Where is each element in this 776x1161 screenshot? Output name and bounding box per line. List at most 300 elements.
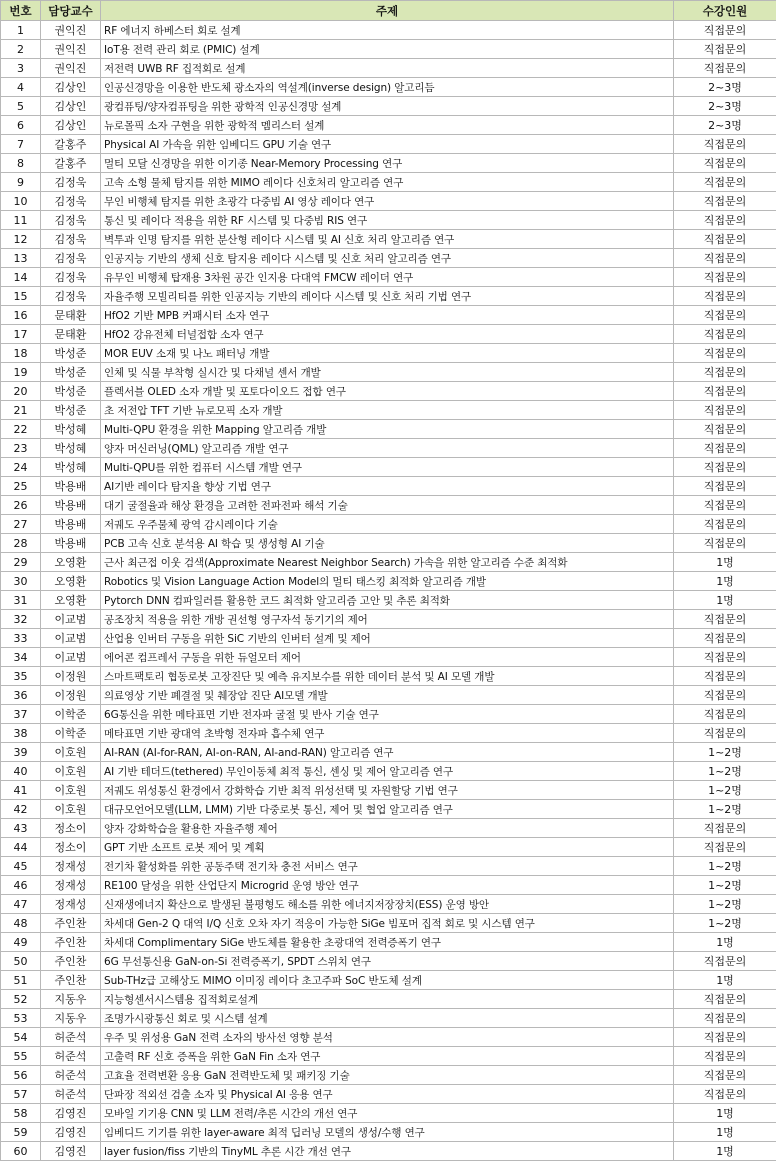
row-topic: 모바일 기기용 CNN 및 LLM 전력/추론 시간의 개선 연구	[101, 1104, 674, 1123]
table-row	[1, 534, 776, 553]
table-row	[1, 1142, 776, 1161]
row-topic: Multi-QPU를 위한 컴퓨터 시스템 개발 연구	[101, 458, 674, 477]
row-capacity: 1명	[674, 1142, 776, 1161]
row-number: 22	[1, 420, 41, 439]
row-number: 24	[1, 458, 41, 477]
row-professor: 오영환	[41, 572, 101, 591]
row-capacity: 1~2명	[674, 743, 776, 762]
row-capacity: 직접문의	[674, 1047, 776, 1066]
row-professor: 박성혜	[41, 420, 101, 439]
row-number: 26	[1, 496, 41, 515]
row-professor: 허준석	[41, 1085, 101, 1104]
row-capacity: 직접문의	[674, 952, 776, 971]
row-professor: 박용배	[41, 515, 101, 534]
table-row	[1, 116, 776, 135]
row-number: 5	[1, 97, 41, 116]
row-number: 30	[1, 572, 41, 591]
row-professor: 박성준	[41, 344, 101, 363]
row-topic: HfO2 강유전체 터널접합 소자 연구	[101, 325, 674, 344]
row-number: 8	[1, 154, 41, 173]
row-number: 55	[1, 1047, 41, 1066]
row-topic: Multi-QPU 환경을 위한 Mapping 알고리즘 개발	[101, 420, 674, 439]
table-row	[1, 135, 776, 154]
row-capacity: 직접문의	[674, 154, 776, 173]
row-number: 2	[1, 40, 41, 59]
table-row	[1, 667, 776, 686]
row-professor: 정재성	[41, 857, 101, 876]
row-number: 27	[1, 515, 41, 534]
row-professor: 이정원	[41, 667, 101, 686]
table-row	[1, 1104, 776, 1123]
row-professor: 정소이	[41, 819, 101, 838]
row-professor: 주인찬	[41, 952, 101, 971]
table-row	[1, 591, 776, 610]
row-professor: 김정욱	[41, 230, 101, 249]
table-row	[1, 686, 776, 705]
row-capacity: 1명	[674, 1104, 776, 1123]
row-professor: 김상인	[41, 116, 101, 135]
row-topic: 플렉서블 OLED 소자 개발 및 포토다이오드 접합 연구	[101, 382, 674, 401]
table-row	[1, 762, 776, 781]
table-row	[1, 515, 776, 534]
row-capacity: 직접문의	[674, 59, 776, 78]
table-row	[1, 401, 776, 420]
header-capacity: 수강인원	[674, 1, 776, 21]
row-topic: 근사 최근접 이웃 검색(Approximate Nearest Neighbor Search) 가속을 위한 알고리즘 수준 최적화	[101, 553, 674, 572]
row-professor: 박성혜	[41, 439, 101, 458]
row-professor: 박성준	[41, 363, 101, 382]
row-capacity: 직접문의	[674, 496, 776, 515]
table-row	[1, 496, 776, 515]
row-number: 50	[1, 952, 41, 971]
table-row	[1, 78, 776, 97]
row-topic: Sub-THz급 고해상도 MIMO 이미징 레이다 초고주파 SoC 반도체 설계	[101, 971, 674, 990]
row-topic: 저궤도 위성통신 환경에서 강화학습 기반 최적 위성선택 및 자원할당 기법 연구	[101, 781, 674, 800]
row-capacity: 직접문의	[674, 1085, 776, 1104]
row-capacity: 직접문의	[674, 40, 776, 59]
row-topic: 초 저전압 TFT 기반 뉴로모픽 소자 개발	[101, 401, 674, 420]
row-number: 11	[1, 211, 41, 230]
table-row	[1, 1123, 776, 1142]
row-number: 51	[1, 971, 41, 990]
row-number: 21	[1, 401, 41, 420]
table-row	[1, 154, 776, 173]
row-number: 40	[1, 762, 41, 781]
row-professor: 권익진	[41, 40, 101, 59]
row-capacity: 직접문의	[674, 268, 776, 287]
row-number: 33	[1, 629, 41, 648]
table-row	[1, 857, 776, 876]
row-topic: Robotics 및 Vision Language Action Model의 멀티 태스킹 최적화 알고리즘 개발	[101, 572, 674, 591]
row-number: 43	[1, 819, 41, 838]
row-number: 46	[1, 876, 41, 895]
row-capacity: 직접문의	[674, 819, 776, 838]
row-number: 48	[1, 914, 41, 933]
table-row	[1, 21, 776, 40]
row-capacity: 직접문의	[674, 686, 776, 705]
row-professor: 권익진	[41, 21, 101, 40]
row-number: 34	[1, 648, 41, 667]
table-row	[1, 705, 776, 724]
table-row	[1, 458, 776, 477]
row-professor: 이호원	[41, 743, 101, 762]
row-topic: 인공지능 기반의 생체 신호 탐지용 레이다 시스템 및 신호 처리 알고리즘 연구	[101, 249, 674, 268]
row-capacity: 직접문의	[674, 629, 776, 648]
row-professor: 이호원	[41, 800, 101, 819]
row-topic: HfO2 기반 MPB 커패시터 소자 연구	[101, 306, 674, 325]
row-professor: 김영진	[41, 1104, 101, 1123]
row-capacity: 직접문의	[674, 458, 776, 477]
row-number: 13	[1, 249, 41, 268]
table-body	[1, 21, 776, 1161]
row-number: 4	[1, 78, 41, 97]
row-professor: 허준석	[41, 1066, 101, 1085]
row-number: 53	[1, 1009, 41, 1028]
table-row	[1, 1085, 776, 1104]
row-professor: 주인찬	[41, 971, 101, 990]
table-row	[1, 1009, 776, 1028]
row-capacity: 직접문의	[674, 344, 776, 363]
row-capacity: 1명	[674, 572, 776, 591]
row-topic: 멀티 모달 신경망을 위한 이기종 Near-Memory Processing 연구	[101, 154, 674, 173]
table-row	[1, 876, 776, 895]
row-topic: Physical AI 가속을 위한 임베디드 GPU 기술 연구	[101, 135, 674, 154]
table-row	[1, 344, 776, 363]
table-row	[1, 971, 776, 990]
row-topic: 고속 소형 물체 탐지를 위한 MIMO 레이다 신호처리 알고리즘 연구	[101, 173, 674, 192]
row-number: 36	[1, 686, 41, 705]
row-topic: 인공신경망을 이용한 반도체 광소자의 역설계(inverse design) 알고리듬	[101, 78, 674, 97]
table-row	[1, 743, 776, 762]
row-professor: 주인찬	[41, 933, 101, 952]
table-row	[1, 952, 776, 971]
row-professor: 박용배	[41, 496, 101, 515]
row-topic: 우주 및 위성용 GaN 전력 소자의 방사선 영향 분석	[101, 1028, 674, 1047]
row-number: 38	[1, 724, 41, 743]
row-professor: 김정욱	[41, 192, 101, 211]
row-topic: 대규모언어모델(LLM, LMM) 기반 다중로봇 통신, 제어 및 협업 알고리즘 연구	[101, 800, 674, 819]
row-topic: 임베디드 기기를 위한 layer-aware 최적 딥러닝 모델의 생성/수행 연구	[101, 1123, 674, 1142]
row-professor: 문태환	[41, 325, 101, 344]
row-professor: 갈홍주	[41, 154, 101, 173]
row-professor: 권익진	[41, 59, 101, 78]
row-topic: 전기차 활성화를 위한 공동주택 전기차 충전 서비스 연구	[101, 857, 674, 876]
row-professor: 박성준	[41, 401, 101, 420]
header-topic: 주제	[101, 1, 674, 21]
row-topic: 의료영상 기반 폐결절 및 췌장암 진단 AI모델 개발	[101, 686, 674, 705]
row-topic: 신재생에너지 확산으로 발생된 불평형도 해소를 위한 에너지저장장치(ESS) 운영 방안	[101, 895, 674, 914]
row-number: 56	[1, 1066, 41, 1085]
row-professor: 정재성	[41, 895, 101, 914]
row-professor: 이정원	[41, 686, 101, 705]
row-number: 9	[1, 173, 41, 192]
row-topic: AI-RAN (AI-for-RAN, AI-on-RAN, AI-and-RAN) 알고리즘 연구	[101, 743, 674, 762]
table-row	[1, 724, 776, 743]
row-topic: Pytorch DNN 컴파일러를 활용한 코드 최적화 알고리즘 고안 및 추론 최적화	[101, 591, 674, 610]
row-number: 39	[1, 743, 41, 762]
row-topic: 광컴퓨팅/양자컴퓨팅을 위한 광학적 인공신경망 설계	[101, 97, 674, 116]
row-number: 44	[1, 838, 41, 857]
table-row	[1, 1066, 776, 1085]
row-capacity: 1~2명	[674, 876, 776, 895]
row-capacity: 직접문의	[674, 648, 776, 667]
table-row	[1, 819, 776, 838]
row-professor: 이학준	[41, 724, 101, 743]
row-number: 35	[1, 667, 41, 686]
row-capacity: 직접문의	[674, 610, 776, 629]
row-topic: AI기반 레이다 탐지율 향상 기법 연구	[101, 477, 674, 496]
row-number: 16	[1, 306, 41, 325]
table-row	[1, 382, 776, 401]
row-topic: 단파장 적외선 검출 소자 및 Physical AI 응용 연구	[101, 1085, 674, 1104]
table-row	[1, 572, 776, 591]
row-topic: 6G 무선통신용 GaN-on-Si 전력증폭기, SPDT 스위치 연구	[101, 952, 674, 971]
row-number: 57	[1, 1085, 41, 1104]
table-row	[1, 325, 776, 344]
row-capacity: 직접문의	[674, 439, 776, 458]
table-row	[1, 1028, 776, 1047]
row-number: 47	[1, 895, 41, 914]
row-professor: 박용배	[41, 477, 101, 496]
row-number: 58	[1, 1104, 41, 1123]
row-number: 41	[1, 781, 41, 800]
table-row	[1, 306, 776, 325]
table-row	[1, 629, 776, 648]
row-professor: 박성준	[41, 382, 101, 401]
header-number: 번호	[1, 1, 41, 21]
row-number: 49	[1, 933, 41, 952]
row-number: 20	[1, 382, 41, 401]
row-capacity: 1~2명	[674, 800, 776, 819]
row-number: 6	[1, 116, 41, 135]
row-number: 45	[1, 857, 41, 876]
row-professor: 박성혜	[41, 458, 101, 477]
row-topic: 공조장치 적용을 위한 개방 권선형 영구자석 동기기의 제어	[101, 610, 674, 629]
row-topic: 대기 굴절율과 해상 환경을 고려한 전파전파 해석 기술	[101, 496, 674, 515]
row-capacity: 직접문의	[674, 1066, 776, 1085]
row-capacity: 직접문의	[674, 287, 776, 306]
row-number: 25	[1, 477, 41, 496]
row-number: 12	[1, 230, 41, 249]
row-topic: 저궤도 우주물체 광역 감시레이다 기술	[101, 515, 674, 534]
row-capacity: 1명	[674, 1123, 776, 1142]
row-number: 3	[1, 59, 41, 78]
row-number: 7	[1, 135, 41, 154]
row-topic: 무인 비행체 탐지를 위한 초광각 다중빔 AI 영상 레이다 연구	[101, 192, 674, 211]
row-topic: 지능형센서시스템용 집적회로설계	[101, 990, 674, 1009]
table-row	[1, 553, 776, 572]
row-topic: 차세대 Complimentary SiGe 반도체를 활용한 초광대역 전력증폭기 연구	[101, 933, 674, 952]
row-number: 54	[1, 1028, 41, 1047]
row-topic: AI 기반 테더드(tethered) 무인이동체 최적 통신, 센싱 및 제어 알고리즘 연구	[101, 762, 674, 781]
row-professor: 이교범	[41, 629, 101, 648]
table-row	[1, 40, 776, 59]
row-capacity: 직접문의	[674, 192, 776, 211]
row-topic: 양자 머신러닝(QML) 알고리즘 개발 연구	[101, 439, 674, 458]
table-row	[1, 648, 776, 667]
row-capacity: 2~3명	[674, 97, 776, 116]
row-capacity: 직접문의	[674, 211, 776, 230]
row-capacity: 1~2명	[674, 857, 776, 876]
row-capacity: 1~2명	[674, 895, 776, 914]
row-capacity: 직접문의	[674, 1009, 776, 1028]
row-number: 23	[1, 439, 41, 458]
row-capacity: 직접문의	[674, 249, 776, 268]
table-row	[1, 781, 776, 800]
row-topic: 차세대 Gen-2 Q 대역 I/Q 신호 오차 자기 적응이 가능한 SiGe 빔포머 집적 회로 및 시스템 연구	[101, 914, 674, 933]
row-capacity: 직접문의	[674, 705, 776, 724]
row-number: 59	[1, 1123, 41, 1142]
row-number: 14	[1, 268, 41, 287]
row-capacity: 2~3명	[674, 116, 776, 135]
table-row	[1, 173, 776, 192]
table-row	[1, 249, 776, 268]
row-professor: 이교범	[41, 610, 101, 629]
row-number: 32	[1, 610, 41, 629]
row-capacity: 직접문의	[674, 382, 776, 401]
row-number: 60	[1, 1142, 41, 1161]
row-capacity: 직접문의	[674, 325, 776, 344]
row-professor: 김정욱	[41, 268, 101, 287]
table-row	[1, 192, 776, 211]
row-professor: 오영환	[41, 553, 101, 572]
row-number: 52	[1, 990, 41, 1009]
row-capacity: 직접문의	[674, 363, 776, 382]
row-topic: MOR EUV 소재 및 나노 패터닝 개발	[101, 344, 674, 363]
table-row	[1, 363, 776, 382]
table-row	[1, 477, 776, 496]
row-number: 37	[1, 705, 41, 724]
row-capacity: 직접문의	[674, 21, 776, 40]
table-row	[1, 933, 776, 952]
row-topic: IoT용 전력 관리 회로 (PMIC) 설계	[101, 40, 674, 59]
row-capacity: 1~2명	[674, 762, 776, 781]
row-capacity: 직접문의	[674, 135, 776, 154]
row-professor: 허준석	[41, 1047, 101, 1066]
table-row	[1, 268, 776, 287]
row-topic: 저전력 UWB RF 집적회로 설계	[101, 59, 674, 78]
row-topic: 메타표면 기반 광대역 초박형 전자파 흡수체 연구	[101, 724, 674, 743]
row-topic: 인체 및 식물 부착형 실시간 및 다채널 센서 개발	[101, 363, 674, 382]
row-topic: 뉴로몰픽 소자 구현을 위한 광학적 멤리스터 설계	[101, 116, 674, 135]
row-capacity: 직접문의	[674, 477, 776, 496]
row-capacity: 직접문의	[674, 667, 776, 686]
row-capacity: 1~2명	[674, 781, 776, 800]
table-row	[1, 420, 776, 439]
row-professor: 이호원	[41, 762, 101, 781]
row-capacity: 1~2명	[674, 914, 776, 933]
row-capacity: 직접문의	[674, 515, 776, 534]
row-professor: 박용배	[41, 534, 101, 553]
row-professor: 김상인	[41, 78, 101, 97]
row-capacity: 직접문의	[674, 534, 776, 553]
row-professor: 문태환	[41, 306, 101, 325]
row-topic: GPT 기반 소프트 로봇 제어 및 계획	[101, 838, 674, 857]
row-professor: 김영진	[41, 1142, 101, 1161]
row-topic: 산업용 인버터 구동을 위한 SiC 기반의 인버터 설계 및 제어	[101, 629, 674, 648]
row-topic: 유무인 비행체 탑재용 3차원 공간 인지용 다대역 FMCW 레이더 연구	[101, 268, 674, 287]
row-professor: 김정욱	[41, 287, 101, 306]
table-row	[1, 97, 776, 116]
row-number: 19	[1, 363, 41, 382]
row-professor: 지동우	[41, 990, 101, 1009]
row-professor: 허준석	[41, 1028, 101, 1047]
table-row	[1, 1047, 776, 1066]
row-professor: 김정욱	[41, 249, 101, 268]
header-professor: 담당교수	[41, 1, 101, 21]
table-row	[1, 914, 776, 933]
header-row	[1, 1, 776, 21]
row-topic: 조명가시광통신 회로 및 시스템 설계	[101, 1009, 674, 1028]
table-row	[1, 800, 776, 819]
row-number: 31	[1, 591, 41, 610]
row-professor: 김상인	[41, 97, 101, 116]
row-capacity: 2~3명	[674, 78, 776, 97]
row-number: 29	[1, 553, 41, 572]
row-capacity: 직접문의	[674, 401, 776, 420]
table-row	[1, 439, 776, 458]
row-capacity: 직접문의	[674, 420, 776, 439]
row-professor: 김정욱	[41, 173, 101, 192]
row-topic: 스마트팩토리 협동로봇 고장진단 및 예측 유지보수를 위한 데이터 분석 및 AI 모델 개발	[101, 667, 674, 686]
row-capacity: 직접문의	[674, 173, 776, 192]
row-professor: 갈홍주	[41, 135, 101, 154]
row-topic: RE100 달성을 위한 산업단지 Microgrid 운영 방안 연구	[101, 876, 674, 895]
row-topic: 고효율 전력변환 응용 GaN 전력반도체 및 패키징 기술	[101, 1066, 674, 1085]
row-number: 17	[1, 325, 41, 344]
row-number: 15	[1, 287, 41, 306]
row-number: 28	[1, 534, 41, 553]
row-capacity: 1명	[674, 971, 776, 990]
row-number: 10	[1, 192, 41, 211]
table-row	[1, 990, 776, 1009]
row-capacity: 직접문의	[674, 1028, 776, 1047]
row-capacity: 직접문의	[674, 724, 776, 743]
row-topic: 통신 및 레이다 적용을 위한 RF 시스템 및 다중빔 RIS 연구	[101, 211, 674, 230]
row-capacity: 1명	[674, 553, 776, 572]
row-capacity: 직접문의	[674, 306, 776, 325]
row-capacity: 직접문의	[674, 230, 776, 249]
row-professor: 김영진	[41, 1123, 101, 1142]
row-professor: 이학준	[41, 705, 101, 724]
row-topic: 벽투과 인명 탐지를 위한 분산형 레이다 시스템 및 AI 신호 처리 알고리즘 연구	[101, 230, 674, 249]
row-number: 18	[1, 344, 41, 363]
row-topic: 6G통신을 위한 메타표면 기반 전자파 굴절 및 반사 기술 연구	[101, 705, 674, 724]
table-row	[1, 59, 776, 78]
row-topic: 고출력 RF 신호 증폭을 위한 GaN Fin 소자 연구	[101, 1047, 674, 1066]
row-professor: 이교범	[41, 648, 101, 667]
row-topic: layer fusion/fiss 기반의 TinyML 추론 시간 개선 연구	[101, 1142, 674, 1161]
table-row	[1, 610, 776, 629]
row-professor: 오영환	[41, 591, 101, 610]
row-capacity: 1명	[674, 591, 776, 610]
row-professor: 정재성	[41, 876, 101, 895]
table-row	[1, 895, 776, 914]
table-row	[1, 230, 776, 249]
table-row	[1, 838, 776, 857]
row-topic: 자율주행 모빌리티를 위한 인공지능 기반의 레이다 시스템 및 신호 처리 기법 연구	[101, 287, 674, 306]
row-topic: PCB 고속 신호 분석용 AI 학습 및 생성형 AI 기술	[101, 534, 674, 553]
table-row	[1, 287, 776, 306]
row-professor: 김정욱	[41, 211, 101, 230]
row-capacity: 직접문의	[674, 838, 776, 857]
row-capacity: 직접문의	[674, 990, 776, 1009]
row-number: 1	[1, 21, 41, 40]
row-professor: 이호원	[41, 781, 101, 800]
row-professor: 주인찬	[41, 914, 101, 933]
row-number: 42	[1, 800, 41, 819]
row-capacity: 1명	[674, 933, 776, 952]
